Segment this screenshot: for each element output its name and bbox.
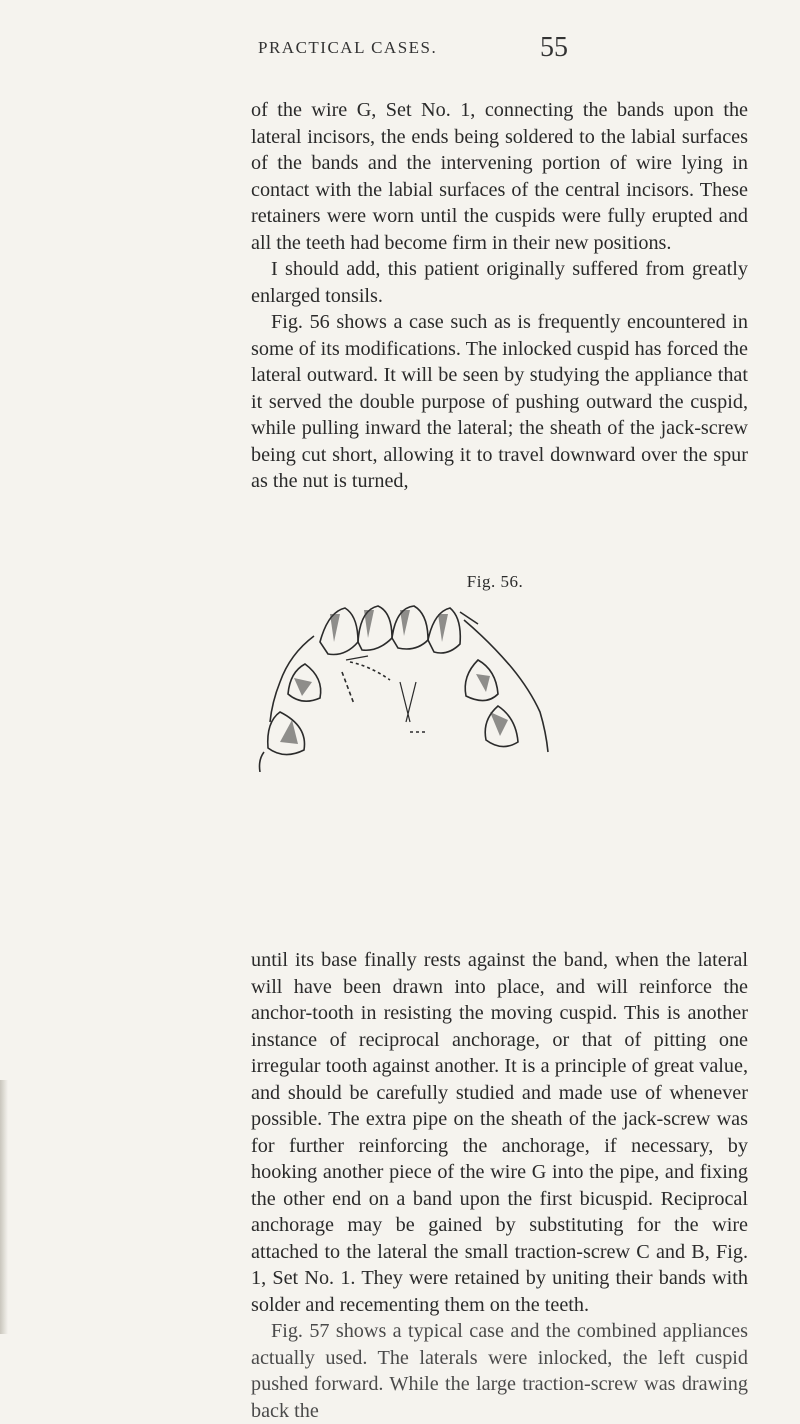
incisor-tooth	[358, 606, 392, 650]
paragraph: I should add, this patient originally suffered from greatly enlarged tonsils.	[251, 258, 748, 307]
incisor-tooth	[392, 606, 428, 649]
running-title: PRACTICAL CASES.	[258, 38, 438, 57]
body-text-bottom	[251, 947, 748, 1424]
figure-56	[250, 572, 770, 947]
paragraph: until its base finally rests against the band, when the lateral will have been drawn into place, and will reinforce the anchor-tooth in resisting the moving cuspid. This is another instance of reciprocal anchorage, or that of pitting one irregular tooth against another. It is a principle of great value, and should be carefully studied and made use of whenever possible. The extra pipe on the sheath of the jack-screw was for further reinforcing the anchorage, if necessary, by hooking another piece of the wire G into the pipe, and fixing the other end on a band upon the first bicuspid. Reciprocal anchorage may be gained by substituting for the wire attached to the lateral the small traction-screw C and B, Fig. 1, Set No. 1. They were retained by uniting their bands with solder and recementing them on the teeth.	[251, 949, 748, 1316]
scan-edge-shadow	[0, 1080, 8, 1334]
paragraph: of the wire G, Set No. 1, connecting the bands upon the lateral incisors, the ends being soldered to the labial surfaces of the bands and the intervening portion of wire lying in contact with the labial surfaces of the central incisors. These retainers were worn until the cuspids were fully erupted and all the teeth had become firm in their new positions.	[251, 99, 748, 254]
paragraph: Fig. 56 shows a case such as is frequently encountered in some of its modifications. The inlocked cuspid has forced the lateral outward. It will be seen by studying the appliance that it served the double purpose of pushing outward the cuspid, while pulling inward the lateral; the sheath of the jack-screw being cut short, allowing it to travel downward over the spur as the nut is turned,	[251, 311, 748, 492]
body-text-top	[251, 97, 748, 495]
page-number: 55	[540, 32, 568, 63]
running-head	[0, 32, 800, 68]
jack-screw	[342, 672, 354, 704]
figure-caption: Fig. 56.	[466, 572, 524, 591]
dental-arch-illustration	[250, 602, 550, 772]
paragraph: Fig. 57 shows a typical case and the combined appliances actually used. The laterals were inlocked, the left cuspid pushed forward. While the large traction-screw was drawing back the	[251, 1320, 748, 1422]
